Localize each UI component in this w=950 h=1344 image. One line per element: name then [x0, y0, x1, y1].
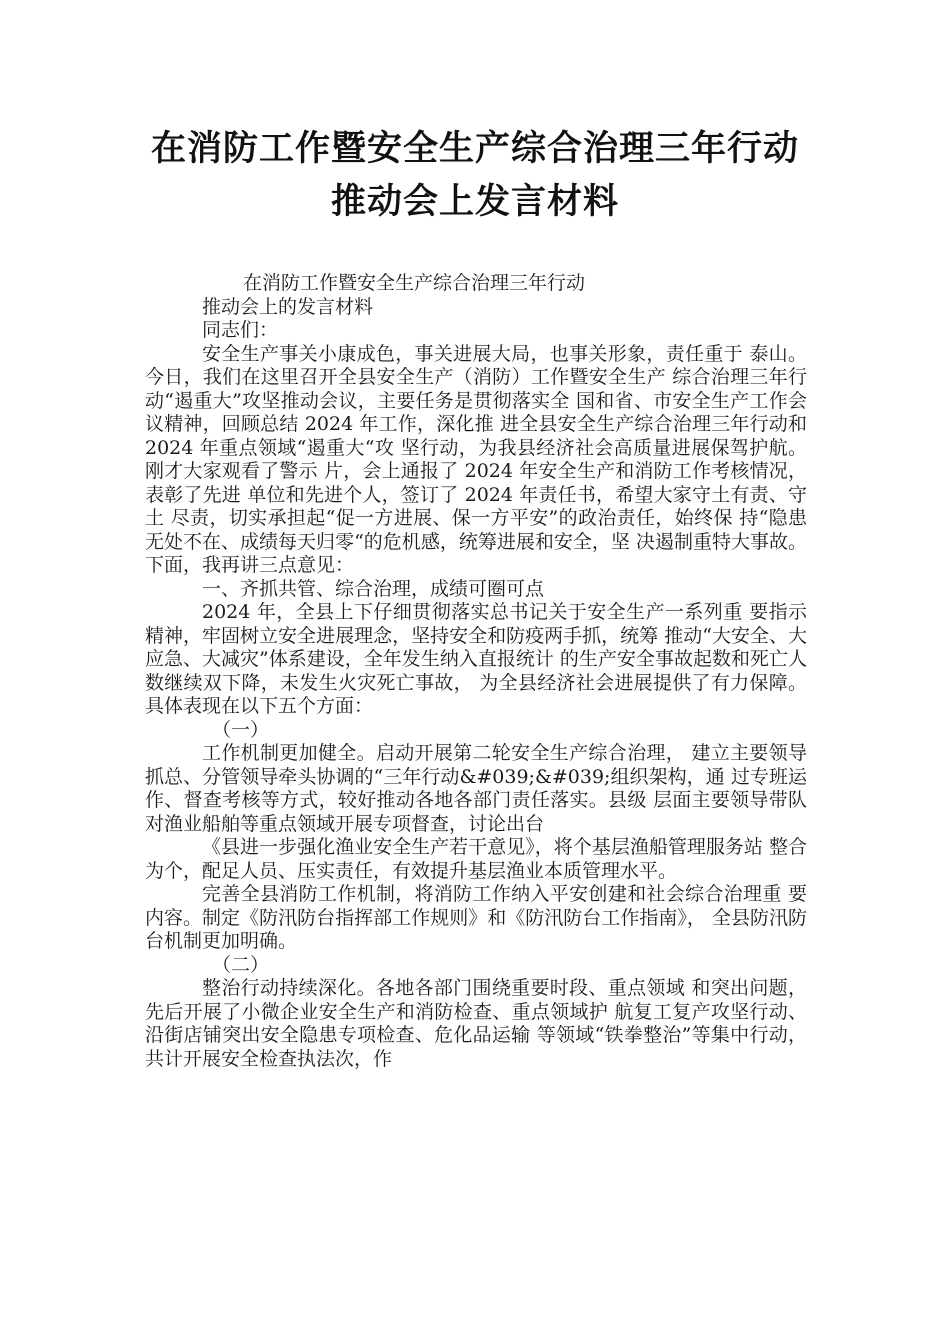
- paragraph-intro: 安全生产事关小康成色，事关进展大局，也事关形象，责任重于 泰山。今日，我们在这里召开全县安全生产（消防）工作暨安全生产 综合治理三年行动“遏重大”攻坚推动会议，主要任务是贯彻落实全 国和省、市安全生产工作会议精神，回顾总结 2024 年工作，深化推 进全县安全生产综合治理三年行动和 2024 年重点领域“遏重大“攻 坚行动，为我县经济社会高质量进展保驾护航。刚才大家观看了警示 片，会上通报了 2024 年安全生产和消防工作考核情况，表彰了先进 单位和先进个人，签订了 2024 年责任书，希望大家守土有责、守土 尽责，切实承担起“促一方进展、保一方平安”的政治责任，始终保 持“隐患无处不在、成绩每天归零“的危机感，统筹进展和安全，坚 决遏制重特大事故。下面，我再讲三点意见：: [145, 342, 807, 576]
- salutation: 同志们：: [202, 319, 279, 341]
- subtitle-line-1: 在消防工作暨安全生产综合治理三年行动: [243, 272, 586, 294]
- subsection-marker-1: （一）: [212, 718, 270, 741]
- title-line-1: 在消防工作暨安全生产综合治理三年行动: [150, 128, 799, 169]
- title-line-2: 推动会上发言材料: [330, 181, 619, 222]
- section-heading-1: 一、齐抓共管、综合治理，成绩可圈可点: [202, 577, 545, 600]
- paragraph-fire-mechanism: 完善全县消防工作机制，将消防工作纳入平安创建和社会综合治理重 要内容。制定《防汛防台指挥部工作规则》和《防汛防台工作指南》， 全县防汛防台机制更加明确。: [145, 883, 807, 952]
- paragraph-fishery: 《县进一步强化渔业安全生产若干意见》，将个基层渔船管理服务站 整合为个，配足人员、压实责任，有效提升基层渔业本质管理水平。: [145, 836, 807, 882]
- paragraph-summary: 2024 年，全县上下仔细贯彻落实总书记关于安全生产一系列重 要指示精神，牢固树立安全进展理念，坚持安全和防疫两手抓，统筹 推动“大安全、大应急、大减灾”体系建设，全年发生纳入直报统计 的生产安全事故起数和死亡人数继续双下降，未发生火灾死亡事故， 为全县经济社会进展提供了有力保障。具体表现在以下五个方面：: [145, 601, 807, 717]
- document-body: [145, 272, 807, 1071]
- subtitle-line-2: 推动会上的发言材料: [202, 295, 374, 318]
- document-title: [0, 122, 950, 228]
- paragraph-mechanism: 工作机制更加健全。启动开展第二轮安全生产综合治理， 建立主要领导抓总、分管领导牵头协调的“三年行动&#039;&#039;组织架构，通 过专班运作、督查考核等方式，较好推动各地各部门责任落实。县级 层面主要领导带队对渔业船舶等重点领域开展专项督查，讨论出台: [145, 742, 807, 835]
- subsection-marker-2: （二）: [212, 953, 270, 976]
- paragraph-rectification: 整治行动持续深化。各地各部门围绕重要时段、重点领域 和突出问题，先后开展了小微企业安全生产和消防检查、重点领域护 航复工复产攻坚行动、沿街店铺突出安全隐患专项检查、危化品运输 等领域“铁拳整治”等集中行动，共计开展安全检查执法次，作: [145, 977, 807, 1070]
